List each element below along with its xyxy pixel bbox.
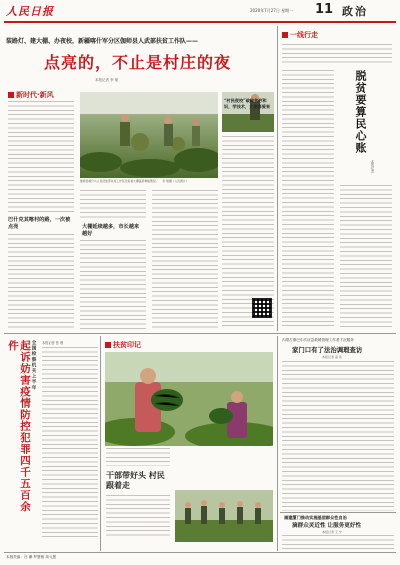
newspaper-logo: 人民日报 xyxy=(6,5,54,18)
poverty-section-title: 扶贫印记 xyxy=(113,341,141,349)
subhead-greenhouse: 大棚延续越多，市长越来越好 xyxy=(82,224,140,237)
body-text xyxy=(8,101,74,214)
watermelon-photo xyxy=(105,352,273,446)
feature-byline: 本报记者 李 航 xyxy=(95,78,119,82)
right-bottom-byline: 本报记者 王 宁 xyxy=(322,530,342,534)
pull-quote-block xyxy=(224,98,274,122)
photo-caption: 伽师县喀什兵人民武装部扶贫工作队员查看大棚蔬菜种植情况。 李 航摄（人民图片） xyxy=(80,179,189,183)
section-label-new-era xyxy=(8,90,54,100)
column-divider xyxy=(100,336,101,551)
issue-date: 2020年7月27日 星期一 xyxy=(250,8,294,13)
feature-photo xyxy=(80,92,218,178)
body-text xyxy=(282,70,334,329)
column-divider xyxy=(277,336,278,551)
sidebar-title: 一线行走 xyxy=(290,31,318,39)
right-mid-kicker: 內蒙古康巴尔次应急救援管理工作者下沉服务 xyxy=(282,338,354,342)
body-text xyxy=(80,190,146,220)
subhead-new-era: 新时代·新风 xyxy=(16,91,54,99)
body-text xyxy=(152,190,218,329)
left-story-headline: 起诉妨害疫情防控犯罪四千五百余件 xyxy=(7,340,31,513)
column-title: 脱贫要算民心账 xyxy=(354,70,367,154)
sidebar-intro-text xyxy=(282,44,392,66)
poverty-headline: 干部带好头 村民跟着走 xyxy=(106,470,165,490)
body-text xyxy=(106,448,170,466)
body-text xyxy=(282,535,394,549)
footer-editors: 本版责编：吕 鹏 罗慧敏 周元慧 xyxy=(6,555,57,559)
body-text xyxy=(340,185,392,329)
section-label-poverty xyxy=(105,340,141,350)
column-divider xyxy=(277,26,278,331)
masthead xyxy=(0,0,400,22)
feature-kicker: 装路灯、建大棚、办夜校，新疆喀什军分区伽师县人武部扶贫工作队—— xyxy=(6,38,199,45)
right-bottom-subhead: 滴群众灵近性 让服务更好性 xyxy=(292,523,362,529)
feature-headline: 点亮的，不止是村庄的夜 xyxy=(44,53,232,72)
right-mid-byline: 本报记者 高 亮 xyxy=(322,355,342,359)
story-divider xyxy=(280,512,396,513)
page-number: 11 xyxy=(315,2,334,17)
body-text xyxy=(282,361,394,511)
sidebar-author: 本报记者 xyxy=(370,160,374,173)
body-text xyxy=(106,495,170,539)
left-story-kicker: 全国检察机关上半年 xyxy=(31,340,36,391)
qr-code[interactable] xyxy=(252,298,272,318)
pull-quote-text: “村民夜校”破除贫穷和识，学技术，大家都爱来 xyxy=(224,98,271,109)
masthead-rule xyxy=(4,21,396,23)
section-divider xyxy=(4,333,396,334)
section-label-frontline xyxy=(282,30,318,40)
section-name: 政治 xyxy=(342,5,368,18)
body-text xyxy=(42,347,98,539)
footer-rule xyxy=(4,552,396,553)
body-text xyxy=(80,240,146,329)
body-text xyxy=(8,234,74,329)
right-mid-headline: 家门口有了法治调瑕查访 xyxy=(292,346,363,354)
left-story-byline: 本报记者 张 璁 xyxy=(42,341,64,345)
subhead-road: 巴什克其喀村的路，一次被点亮 xyxy=(8,217,71,230)
farmers-photo xyxy=(175,490,273,542)
right-bottom-headline: 福建厦门推动实施基层群众性自治 xyxy=(284,515,347,520)
